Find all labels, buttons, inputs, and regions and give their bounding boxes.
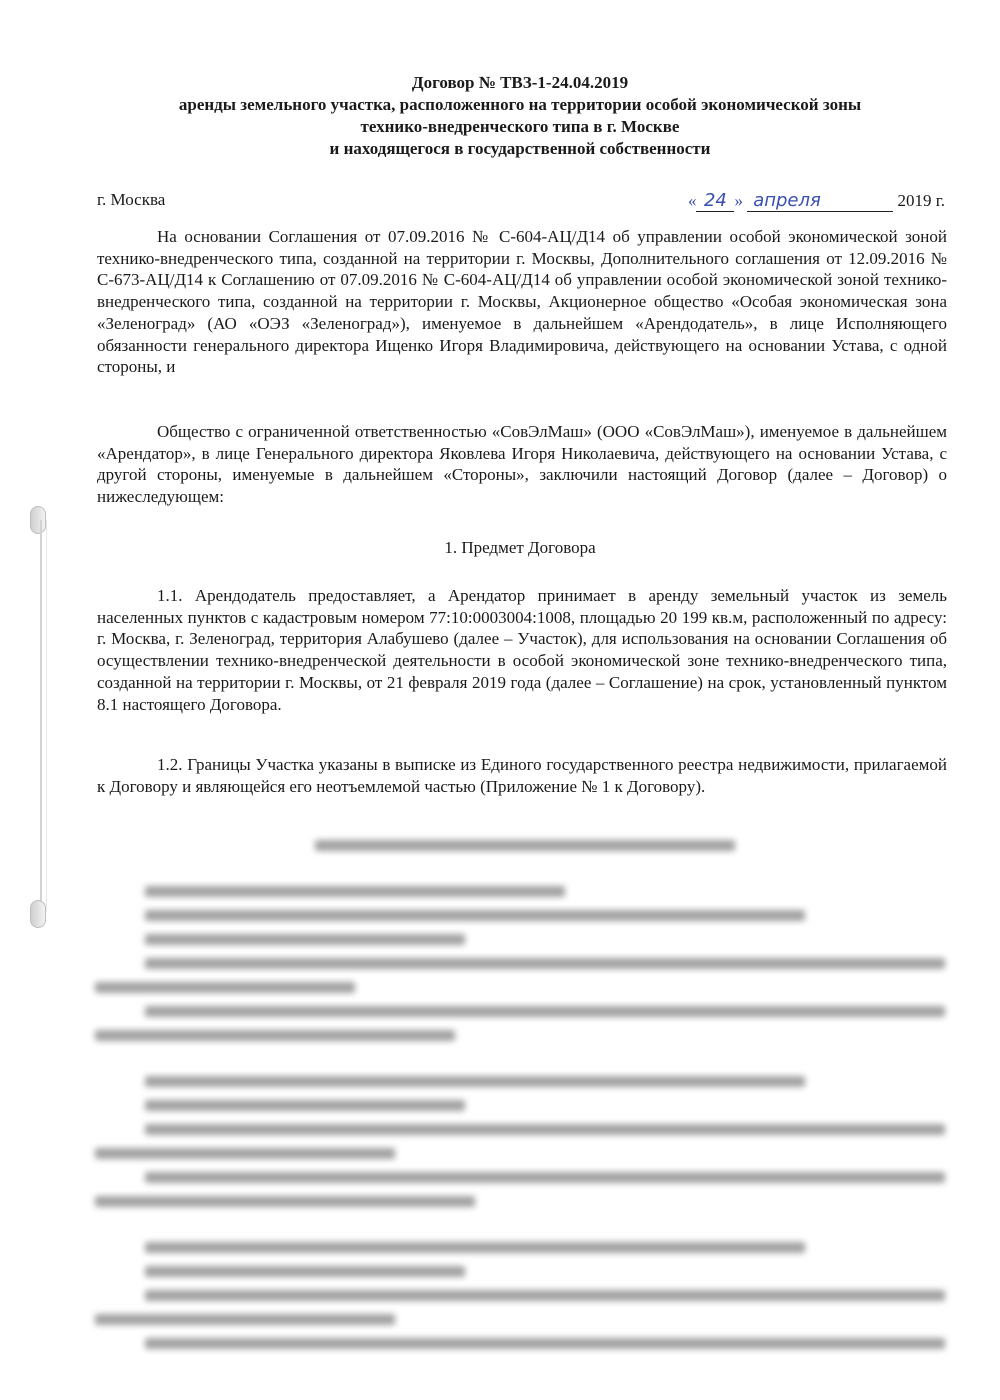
clause-1-2: 1.2. Границы Участка указаны в выписке из Единого государственного реестра недвижимости, прилагаемой к Договору и являющейся его неотъемлемой частью (Приложение № 1 к Договору). — [97, 755, 947, 796]
document-title — [90, 72, 950, 160]
title-line-2: аренды земельного участка, расположенного на территории особой экономической зоны — [178, 95, 862, 114]
clause-1-1: 1.1. Арендодатель предоставляет, а Арендатор принимает в аренду земельный участок из земель населенных пунктов с кадастровым номером 77:10:0003004:1008, площадью 20 199 кв.м, расположенный по адресу: г. Москва, г. Зеленоград, территория Алабушево (далее – Участок), для использования на основании Соглашения об осуществлении технико-внедренческой деятельности в особой экономической зоне технико-внедренческого типа, созданной на территории г. Москвы, от 21 февраля 2019 года (далее – Соглашение) на срок, установленный пунктом 8.1 настоящего Договора. — [97, 586, 947, 714]
title-line-1: Договор № ТВЗ-1-24.04.2019 — [411, 73, 629, 92]
section-1-heading: 1. Предмет Договора — [444, 538, 596, 557]
date-month-handwritten: апреля — [747, 190, 893, 212]
preamble-paragraph-1: На основании Соглашения от 07.09.2016 № С-604-АЦ/Д14 об управлении особой экономической зоной технико-внедренческого типа, созданной на территории г. Москвы, Дополнительного соглашения от 12.09.2016 № С-673-АЦ/Д14 к Соглашению от 07.09.2016 № С-604-АЦ/Д14 об управлении особой экономической зоной технико-внедренческого типа, созданной на территории г. Москвы, Акционерное общество «Особая экономическая зона «Зеленоград» (АО «ОЭЗ «Зеленоград»), именуемое в дальнейшем «Арендодатель», в лице Исполняющего обязанности генерального директора Ищенко Игоря Владимировича, действующего на основании Устава, с одной стороны, и — [97, 227, 947, 377]
title-line-3: технико-внедренческого типа в г. Москве — [360, 117, 680, 136]
preamble-paragraph-2: Общество с ограниченной ответственностью «СовЭлМаш» (ООО «СовЭлМаш»), именуемое в дальнейшем «Арендатор», в лице Генерального директора Яковлева Игоря Николаевича, действующего на основании Устава, с другой стороны, именуемые в дальнейшем «Стороны», заключили настоящий Договор (далее – Договор) о нижеследующем: — [97, 422, 947, 507]
binding-thread — [40, 520, 47, 912]
blurred-section-2 — [95, 840, 950, 1362]
title-line-4: и находящегося в государственной собственности — [329, 139, 711, 158]
binding-hole-bottom-icon — [30, 900, 46, 928]
date-quote-close: » — [734, 191, 743, 210]
contract-date — [688, 190, 945, 212]
city: г. Москва — [97, 190, 166, 209]
date-year: 2019 г. — [897, 191, 945, 210]
date-day-handwritten: 24 — [696, 190, 734, 212]
date-quote-open: « — [687, 191, 697, 210]
